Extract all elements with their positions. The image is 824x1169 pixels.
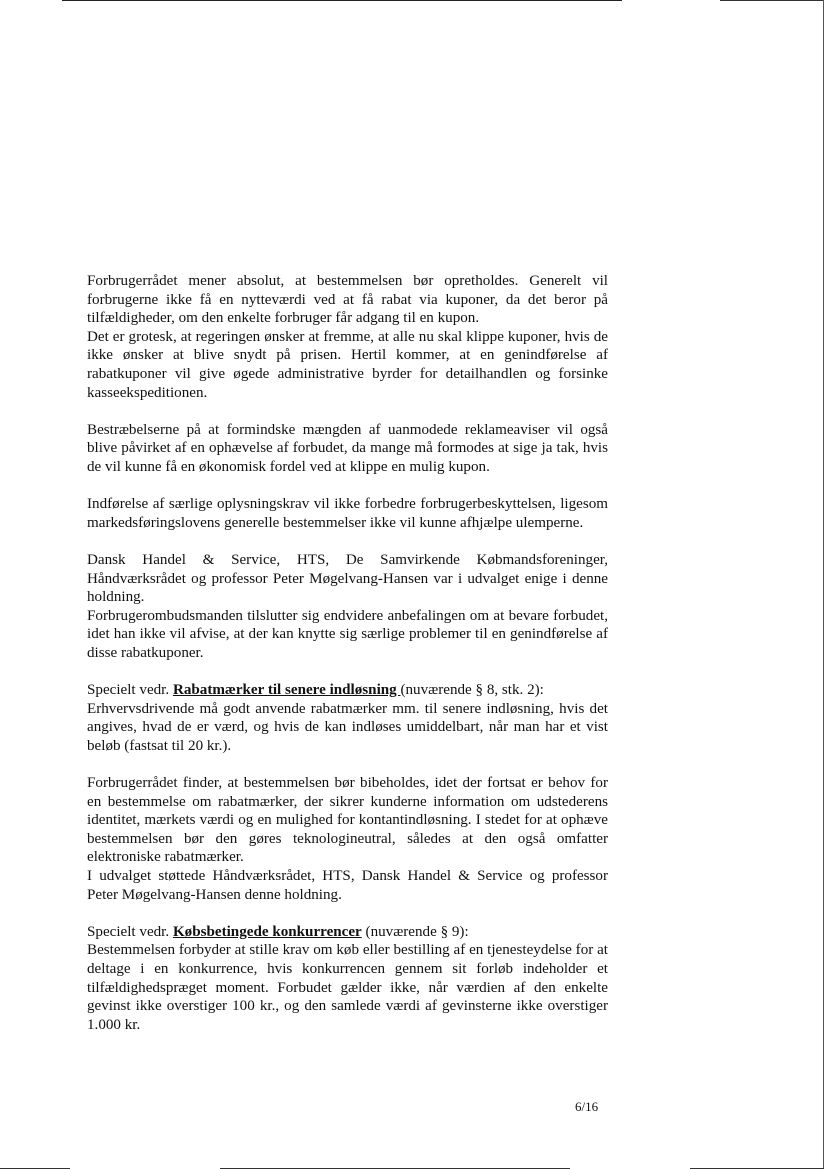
paragraph-gap	[87, 662, 608, 681]
scan-edge-top-right	[720, 0, 824, 1]
paragraph-konkurrencer-body: Bestemmelsen forbyder at stille krav om køb eller bestilling af en tjenesteydelse for at deltage i en konkurrence, hvis konkurrencen gennem sit forløb indeholder et tilfældighedspræget moment. Forbudet gælder ikke, når værdien af den enkelte gevinst ikke overstiger 100 kr., og den samlede værdi af gevinsterne ikke overstiger 1.000 kr.	[87, 942, 608, 1033]
scan-edge-top	[62, 0, 622, 1]
page-number: 6/16	[575, 1099, 599, 1114]
paragraph-reklameaviser: Bestræbelserne på at formindske mængden af uanmodede reklameaviser vil også blive påvirket af en ophævelse af forbudet, da mange må formodes at sige ja tak, hvis de vil kunne få en økonomisk fordel ved at klippe en mulig kupon.	[87, 421, 608, 475]
paragraph-gap	[87, 477, 608, 496]
paragraph-oplysningskrav: Indførelse af særlige oplysningskrav vil ikke forbedre forbrugerbeskyttelsen, ligesom markedsføringslovens generelle bestemmelser ikke vil kunne afhjælpe ulemperne.	[87, 496, 608, 531]
section-heading-rabatmaerker	[87, 681, 608, 700]
paragraph-rabatmaerker-support: I udvalget støttede Håndværksrådet, HTS, Dansk Handel & Service og professor Peter Møgelvang-Hansen denne holdning.	[87, 868, 608, 903]
paragraph-opinion: Forbrugerrådet mener absolut, at bestemmelsen bør opretholdes. Generelt vil forbrugerne ikke få en nytteværdi ved at få rabat via kuponer, da det beror på tilfældigheder, om den enkelte forbruger får adgang til en kupon.	[87, 273, 608, 327]
paragraph-udvalget-enige: Dansk Handel & Service, HTS, De Samvirkende Købmandsforeninger, Håndværksrådet og professor Peter Møgelvang-Hansen var i udvalget enige i denne holdning.	[87, 551, 608, 606]
paragraph-forbrugerombudsmanden: Forbrugerombudsmanden tilslutter sig endvidere anbefalingen om at bevare forbudet, idet han ikke vil afvise, at der kan knytte sig særlige problemer til en genindførelse af disse rabatkuponer.	[87, 607, 608, 661]
section-suffix: (nuværende § 9):	[361, 923, 469, 940]
section-suffix: (nuværende § 8, stk. 2):	[400, 682, 544, 699]
paragraph-gap	[87, 755, 608, 774]
section-prefix: Specielt vedr.	[87, 923, 173, 940]
paragraph-grotesque: Det er grotesk, at regeringen ønsker at fremme, at alle nu skal klippe kuponer, hvis de ikke ønsker at blive snydt på prisen. Hertil kommer, at en genindførelse af rabatkuponer vil give øgede administrative byrder for detailhandlen og forsinke kasseekspeditionen.	[87, 328, 608, 401]
paragraph-gap	[87, 402, 608, 421]
section-heading-konkurrencer	[87, 923, 608, 942]
paragraph-gap	[87, 904, 608, 923]
section-title-konkurrencer: Købsbetingede konkurrencer	[172, 923, 362, 940]
paragraph-rabatmaerker-comment: Forbrugerrådet finder, at bestemmelsen bør bibeholdes, idet der fortsat er behov for en bestemmelse om rabatmærker, der sikrer kunderne information om udstederens identitet, mærkets værdi og en mulighed for kontantindløsning. I stedet for at ophæve bestemmelsen bør den gøres teknologineutral, således at den også omfatter elektroniske rabatmærker.	[87, 775, 608, 866]
section-prefix: Specielt vedr.	[87, 682, 173, 699]
paragraph-gap	[87, 532, 608, 551]
section-title-rabatmaerker: Rabatmærker til senere indløsning	[172, 682, 401, 699]
document-body	[87, 272, 608, 1034]
paragraph-rabatmaerker-body: Erhvervsdrivende må godt anvende rabatmærker mm. til senere indløsning, hvis det angives, hvad de er værd, og hvis de kan indløses umiddelbart, når man har et vist beløb (fastsat til 20 kr.).	[87, 700, 608, 754]
